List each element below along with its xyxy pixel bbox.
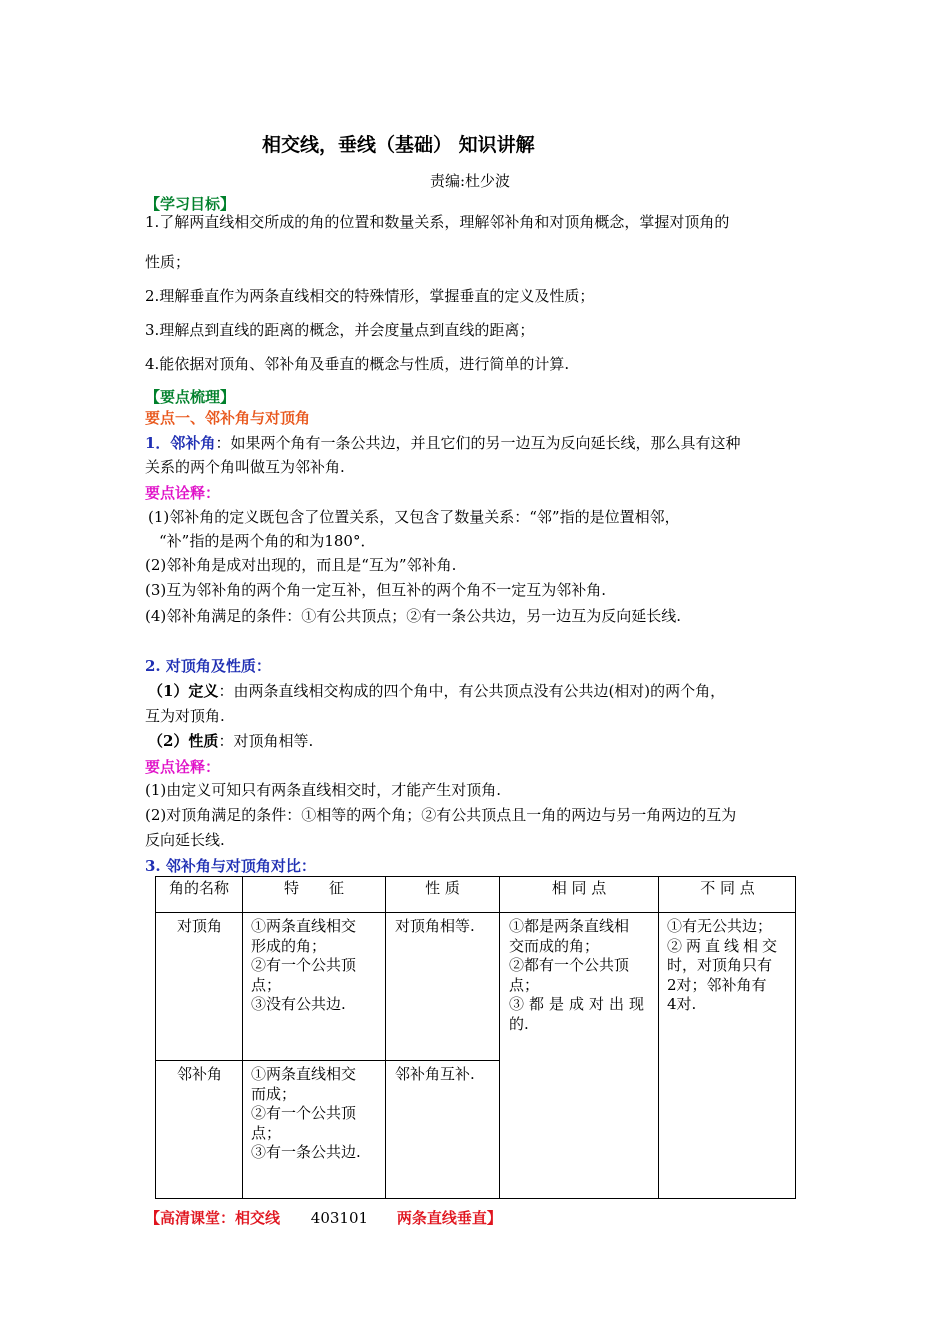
definition-label: （1）定义 xyxy=(148,682,219,700)
note-line: (2)对顶角满足的条件：①相等的两个角；②有公共顶点且一角的两边与另一角两边的互为 xyxy=(145,806,737,824)
definition-text: ：由两条直线相交构成的四个角中，有公共顶点没有公共边(相对)的两个角， xyxy=(218,682,726,700)
same-line: ①都是两条直线相 xyxy=(509,917,630,935)
feature-line: 点； xyxy=(251,1123,282,1142)
same-points xyxy=(509,917,655,1034)
note-line: (1)邻补角的定义既包含了位置关系，又包含了数量关系：“邻”指的是位置相邻， xyxy=(148,508,680,526)
footer-left: 【高清课堂：相交线 xyxy=(145,1209,281,1227)
same-line: 的. xyxy=(509,1014,529,1033)
page-title: 相交线，垂线（基础） 知识讲解 xyxy=(262,134,535,156)
goal-line: 4.能依据对顶角、邻补角及垂直的概念与性质，进行简单的计算. xyxy=(145,355,570,373)
same-line: 交而成的角； xyxy=(509,936,600,955)
point1-heading: 要点一、邻补角与对顶角 xyxy=(145,409,311,427)
footer-right: 两条直线垂直】 xyxy=(396,1209,502,1227)
footer-code: 403101 xyxy=(310,1209,369,1227)
feature-line: ①两条直线相交 xyxy=(251,917,357,935)
feature-line: 点； xyxy=(251,975,282,994)
features-vertical xyxy=(251,917,383,1015)
features-adjacent xyxy=(251,1065,383,1163)
header-features: 特 征 xyxy=(283,879,344,897)
summary-heading: 【要点梳理】 xyxy=(145,388,236,406)
property-vertical: 对顶角相等. xyxy=(395,917,475,935)
header-angle-name: 角的名称 xyxy=(168,879,229,897)
feature-line: 形成的角； xyxy=(251,936,327,955)
goal-line: 2.理解垂直作为两条直线相交的特殊情形，掌握垂直的定义及性质； xyxy=(145,287,595,305)
adjacent-label: 1．邻补角 xyxy=(145,434,216,452)
same-line: ②都有一个公共顶 xyxy=(509,956,630,974)
diff-line: ②两直线相交 xyxy=(667,936,782,955)
feature-line: 而成； xyxy=(251,1084,297,1103)
diff-points xyxy=(667,917,793,1015)
header-same: 相 同 点 xyxy=(551,879,607,897)
adjacent-text-cont: 关系的两个角叫做互为邻补角. xyxy=(145,458,345,476)
feature-line: ③没有公共边. xyxy=(251,995,346,1013)
same-line: ③都是成对出现 xyxy=(509,995,650,1013)
note-line: “补”指的是两个角的和为180°． xyxy=(159,532,376,550)
diff-line: 时，对顶角只有 xyxy=(667,956,773,974)
editor-credit: 责编:杜少波 xyxy=(430,172,511,190)
diff-line: ①有无公共边； xyxy=(667,917,773,935)
feature-line: ③有一条公共边. xyxy=(251,1143,361,1161)
goal-line: 3.理解点到直线的距离的概念，并会度量点到直线的距离； xyxy=(145,321,535,339)
header-property: 性 质 xyxy=(425,879,460,897)
same-line: 点； xyxy=(509,975,540,994)
feature-line: ②有一个公共顶 xyxy=(251,1104,357,1122)
note-line: (4)邻补角满足的条件：①有公共顶点；②有一条公共边，另一边互为反向延长线. xyxy=(145,607,682,625)
comparison-table xyxy=(155,876,796,1199)
adjacent-text: ：如果两个角有一条公共边，并且它们的另一边互为反向延长线，那么具有这种 xyxy=(215,434,741,452)
footer-link[interactable] xyxy=(145,1207,502,1228)
goal-line: 性质； xyxy=(145,253,191,271)
note-label: 要点诠释： xyxy=(145,484,221,502)
property-label: （2）性质 xyxy=(148,732,219,750)
row-name-vertical: 对顶角 xyxy=(177,917,223,935)
definition-text-cont: 互为对顶角. xyxy=(145,707,225,725)
header-diff: 不 同 点 xyxy=(700,879,755,897)
property-text: ：对顶角相等. xyxy=(218,732,314,750)
goal-line: 1.了解两直线相交所成的角的位置和数量关系，理解邻补角和对顶角概念，掌握对顶角的 xyxy=(145,213,730,231)
comparison-heading: 3. 邻补角与对顶角对比： xyxy=(145,857,316,875)
note-line: (1)由定义可知只有两条直线相交时，才能产生对顶角. xyxy=(145,781,502,799)
goals-heading: 【学习目标】 xyxy=(145,195,236,213)
diff-line: 4对. xyxy=(667,995,697,1013)
feature-line: ②有一个公共顶 xyxy=(251,956,357,974)
note-line: (2)邻补角是成对出现的，而且是“互为”邻补角. xyxy=(145,556,457,574)
adjacent-definition xyxy=(145,433,740,453)
note-line: (3)互为邻补角的两个角一定互补，但互补的两个角不一定互为邻补角. xyxy=(145,581,607,599)
property-adjacent: 邻补角互补. xyxy=(395,1065,475,1083)
vertical-property xyxy=(148,731,313,751)
row-name-adjacent: 邻补角 xyxy=(177,1065,223,1083)
vertical-angle-heading: 2. 对顶角及性质： xyxy=(145,657,271,675)
vertical-definition xyxy=(148,681,725,701)
diff-line: 2对；邻补角有 xyxy=(667,975,767,994)
feature-line: ①两条直线相交 xyxy=(251,1065,357,1083)
note-line: 反向延长线. xyxy=(145,831,225,849)
note-label: 要点诠释： xyxy=(145,758,221,776)
